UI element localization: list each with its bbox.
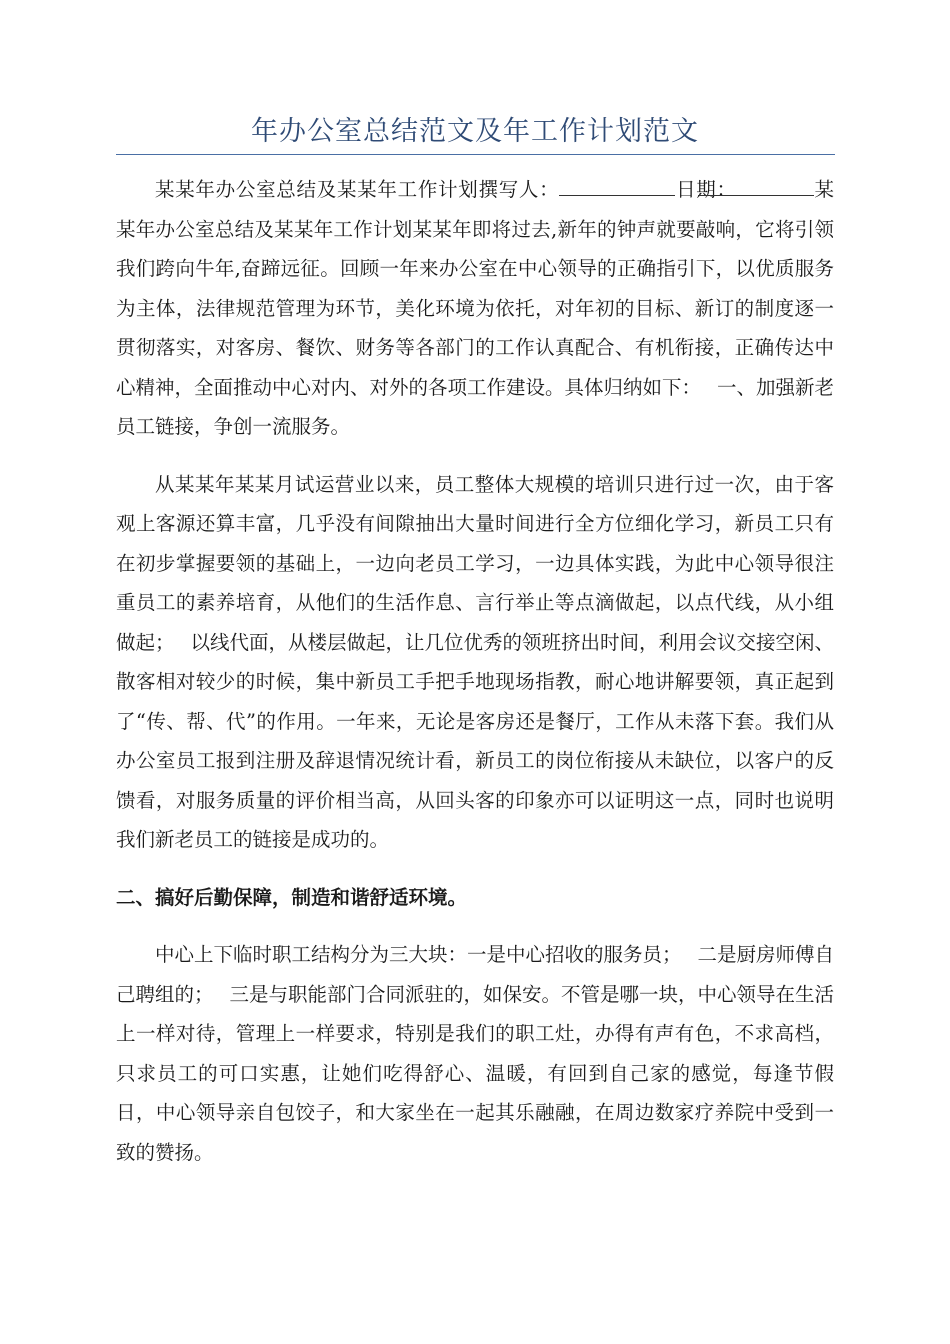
section-heading-logistics: 二、搞好后勤保障，制造和谐舒适环境。 bbox=[116, 885, 468, 909]
intro-paragraph bbox=[116, 170, 834, 447]
body-paragraph-logistics: 中心上下临时职工结构分为三大块：一是中心招收的服务员； 二是厨房师傅自己聘组的； 三是与职能部门合同派驻的，如保安。不管是哪一块，中心领导在生活上一样对待，管理上一样要求，特别是我们的职工灶，办得有声有色，不求高档，只求员工的可口实惠，让她们吃得舒心、温暖，有回到自己家的感觉，每逢节假日，中心领导亲自包饺子，和大家坐在一起其乐融融，在周边数家疗养院中受到一致的赞扬。 bbox=[116, 943, 834, 1164]
intro-date-label: 日期： bbox=[675, 178, 737, 201]
date-blank bbox=[698, 173, 814, 196]
paragraph-gap bbox=[116, 447, 834, 465]
body-paragraph-training: 从某某年某某月试运营业以来，员工整体大规模的培训只进行过一次，由于客观上客源还算丰富，几乎没有间隙抽出大量时间进行全方位细化学习，新员工只有在初步掌握要领的基础上，一边向老员工学习，一边具体实践，为此中心领导很注重员工的素养培育，从他们的生活作息、言行举止等点滴做起，以点代线，从小组做起； 以线代面，从楼层做起，让几位优秀的领班挤出时间，利用会议交接空闲、散客相对较少的时候，集中新员工手把手地现场指教，耐心地讲解要领，真正起到了“传、帮、代”的作用。一年来，无论是客房还是餐厅，工作从未落下套。我们从办公室员工报到注册及辞退情况统计看，新员工的岗位衔接从未缺位，以客户的反馈看，对服务质量的评价相当高，从回头客的印象亦可以证明这一点，同时也说明我们新老员工的链接是成功的。 bbox=[116, 472, 834, 851]
document-body bbox=[116, 170, 834, 1172]
intro-body-text: 某某年办公室总结及某某年工作计划某某年即将过去,新年的钟声就要敲响，它将引领我们跨向牛年,奋蹄远征。回顾一年来办公室在中心领导的正确指引下，以优质服务为主体，法律规范管理为环节，美化环境为依托，对年初的目标、新订的制度逐一贯彻落实，对客房、餐饮、财务等各部门的工作认真配合、有机衔接，正确传达中心精神，全面推动中心对内、对外的各项工作建设。具体归纳如下： 一、加强新老员工链接，争创一流服务。 bbox=[116, 178, 834, 438]
document-title: 年办公室总结范文及年工作计划范文 bbox=[251, 116, 699, 147]
intro-author-label: 某某年办公室总结及某某年工作计划撰写人： bbox=[155, 178, 560, 201]
paragraph-gap bbox=[116, 917, 834, 935]
paragraph-gap bbox=[116, 860, 834, 878]
title-underline bbox=[116, 154, 835, 155]
author-blank bbox=[559, 173, 675, 196]
